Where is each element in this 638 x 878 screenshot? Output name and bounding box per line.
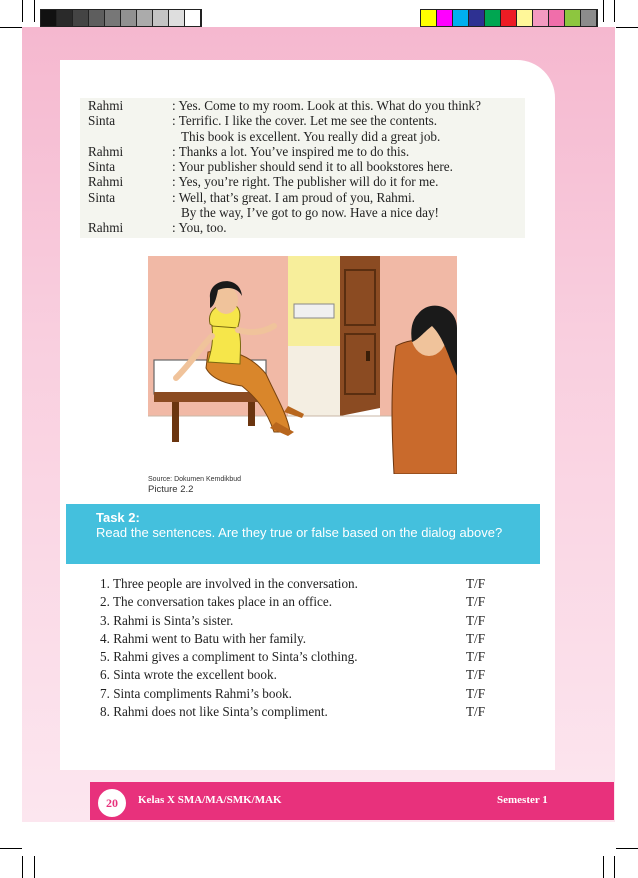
question-text: 8. Rahmi does not like Sinta’s compliment. xyxy=(100,704,328,720)
true-false-option: T/F xyxy=(466,685,486,701)
dialog-line xyxy=(80,98,525,113)
footer-book-title: Kelas X SMA/MA/SMK/MAK xyxy=(138,794,282,806)
dialog-text: : You, too. xyxy=(172,220,227,236)
question-item xyxy=(100,593,500,611)
question-text: 7. Sinta compliments Rahmi’s book. xyxy=(100,685,292,701)
dialog-speaker: Rahmi xyxy=(88,143,124,159)
question-item xyxy=(100,685,500,703)
true-false-option: T/F xyxy=(466,594,486,610)
calibration-swatch xyxy=(533,10,549,26)
question-item xyxy=(100,575,500,593)
footer-semester: Semester 1 xyxy=(497,794,548,806)
dialog-text: : Terrific. I like the cover. Let me see the contents. xyxy=(172,113,438,129)
calibration-swatch xyxy=(485,10,501,26)
page-number: 20 xyxy=(96,787,128,819)
figure-caption: Picture 2.2 xyxy=(148,484,194,495)
dialog-speaker: Sinta xyxy=(88,159,116,175)
calibration-swatch xyxy=(41,10,57,26)
calibration-swatch xyxy=(121,10,137,26)
true-false-option: T/F xyxy=(466,704,486,720)
question-text: 1. Three people are involved in the conversation. xyxy=(100,576,358,591)
task-title: Task 2: xyxy=(96,510,140,525)
question-item xyxy=(100,612,500,630)
dialog-speaker: Sinta xyxy=(88,189,116,205)
calibration-swatch xyxy=(137,10,153,26)
calibration-swatch xyxy=(57,10,73,26)
true-false-option: T/F xyxy=(466,576,486,591)
task-instruction: Read the sentences. Are they true or false based on the dialog above? xyxy=(96,525,503,540)
dialog-speaker: Rahmi xyxy=(88,98,124,113)
conversation-illustration xyxy=(148,256,457,474)
dialog-line xyxy=(80,190,525,205)
dialog-text: : Yes, you’re right. The publisher will do it for me. xyxy=(172,174,439,190)
true-false-option: T/F xyxy=(466,667,486,683)
crop-mark xyxy=(603,856,604,878)
dialog-speaker xyxy=(80,205,172,220)
calibration-swatch xyxy=(185,10,201,26)
question-item xyxy=(100,703,500,721)
question-item xyxy=(100,648,500,666)
crop-mark xyxy=(614,0,615,22)
dialog-text: : Your publisher should send it to all bookstores here. xyxy=(172,159,453,175)
crop-mark xyxy=(603,0,604,22)
crop-mark xyxy=(614,856,615,878)
dialog-line xyxy=(80,129,525,144)
calibration-swatch xyxy=(469,10,485,26)
dialog-line xyxy=(80,205,525,220)
dialog-line xyxy=(80,159,525,174)
calibration-swatch xyxy=(153,10,169,26)
illustration-svg xyxy=(148,256,457,474)
dialog-line xyxy=(80,113,525,128)
question-text: 2. The conversation takes place in an office. xyxy=(100,594,333,610)
calibration-swatch xyxy=(421,10,437,26)
crop-mark xyxy=(34,856,35,878)
calibration-swatch xyxy=(437,10,453,26)
calibration-swatch xyxy=(453,10,469,26)
dialog-text: : Yes. Come to my room. Look at this. What do you think? xyxy=(172,98,481,113)
color-calibration-bar xyxy=(420,9,598,27)
calibration-swatch xyxy=(89,10,105,26)
task-box xyxy=(66,504,540,564)
true-false-option: T/F xyxy=(466,630,486,646)
calibration-swatch xyxy=(565,10,581,26)
dialog-box xyxy=(80,98,525,238)
dialog-speaker: Rahmi xyxy=(88,220,124,236)
calibration-swatch xyxy=(581,10,597,26)
true-false-option: T/F xyxy=(466,649,486,665)
dialog-text: : Thanks a lot. You’ve inspired me to do this. xyxy=(172,143,410,159)
question-text: 5. Rahmi gives a compliment to Sinta’s clothing. xyxy=(100,649,358,665)
question-item xyxy=(100,630,500,648)
dialog-text: This book is excellent. You really did a great job. xyxy=(181,128,441,144)
calibration-swatch xyxy=(549,10,565,26)
task-content xyxy=(96,510,520,541)
crop-mark xyxy=(616,27,638,28)
calibration-swatch xyxy=(517,10,533,26)
crop-mark xyxy=(34,0,35,22)
dialog-speaker: Rahmi xyxy=(88,174,124,190)
question-text: 3. Rahmi is Sinta’s sister. xyxy=(100,612,234,628)
grayscale-calibration-bar xyxy=(40,9,202,27)
calibration-swatch xyxy=(105,10,121,26)
crop-mark xyxy=(22,0,23,22)
dialog-line xyxy=(80,220,525,235)
dialog-line xyxy=(80,144,525,159)
dialog-speaker: Sinta xyxy=(88,113,116,129)
question-item xyxy=(100,666,500,684)
true-false-option: T/F xyxy=(466,612,486,628)
crop-mark xyxy=(0,27,22,28)
calibration-swatch xyxy=(169,10,185,26)
dialog-speaker xyxy=(80,129,172,144)
dialog-text: By the way, I’ve got to go now. Have a nice day! xyxy=(181,205,439,221)
question-text: 4. Rahmi went to Batu with her family. xyxy=(100,630,307,646)
calibration-swatch xyxy=(501,10,517,26)
calibration-swatch xyxy=(73,10,89,26)
true-false-question-list xyxy=(100,575,500,721)
dialog-line xyxy=(80,174,525,189)
crop-mark xyxy=(0,848,22,849)
crop-mark xyxy=(616,848,638,849)
dialog-text: : Well, that’s great. I am proud of you, Rahmi. xyxy=(172,189,415,205)
figure-source: Source: Dokumen Kemdikbud xyxy=(148,476,241,483)
crop-mark xyxy=(22,856,23,878)
question-text: 6. Sinta wrote the excellent book. xyxy=(100,667,277,683)
